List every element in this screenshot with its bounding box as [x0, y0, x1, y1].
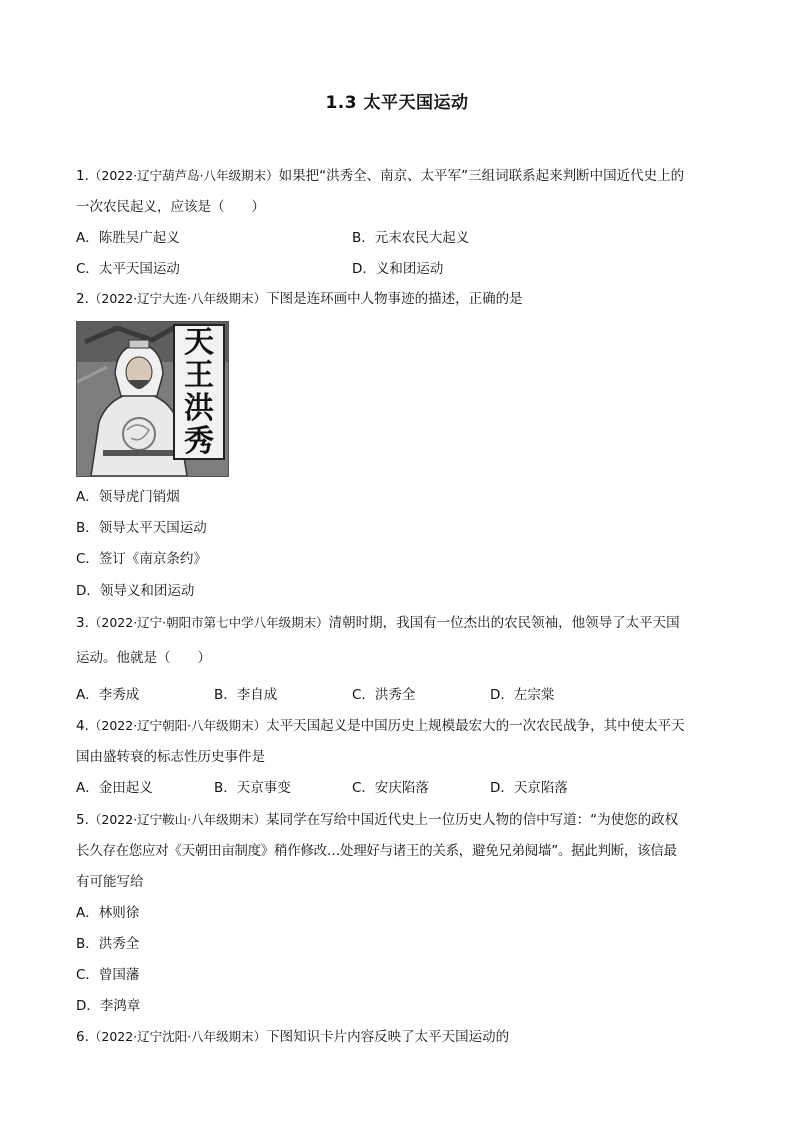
question-text: 某同学在写给中国近代史上一位历史人物的信中写道：“为使您的政权: [266, 812, 679, 828]
comic-title-char: 天: [184, 325, 214, 360]
question-number: 1.: [76, 168, 89, 184]
comic-title-char: 洪: [184, 391, 214, 426]
question-text: 下图是连环画中人物事迹的描述，正确的是: [266, 291, 523, 307]
comic-illustration: [76, 321, 229, 477]
question-number: 3.: [76, 615, 89, 631]
question-text-line: 有可能写给: [76, 874, 144, 890]
option-b: B．洪秀全: [76, 936, 140, 952]
option-c: C．洪秀全: [352, 687, 416, 703]
question-3: [76, 614, 680, 632]
option-a: A．领导虎门销烟: [76, 489, 180, 505]
question-text: 清朝时期，我国有一位杰出的农民领袖，他领导了太平天国: [328, 615, 680, 631]
question-source: （2022·辽宁鞍山·八年级期末）: [88, 812, 267, 827]
question-source: （2022·辽宁大连·八年级期末）: [88, 291, 267, 306]
question-text-line: 一次农民起义，应该是（ ）: [76, 199, 265, 215]
question-1: [76, 167, 684, 185]
comic-title-text: [173, 324, 225, 460]
option-c: C．太平天国运动: [76, 261, 180, 277]
question-text-line: 国由盛转衰的标志性历史事件是: [76, 749, 265, 765]
option-c: C．曾国藩: [76, 967, 140, 983]
comic-title-char: 王: [184, 358, 214, 393]
question-text-line: 运动。他就是（ ）: [76, 650, 211, 666]
option-d: D．领导义和团运动: [76, 583, 195, 599]
option-b: B．天京事变: [214, 780, 291, 796]
question-text: 太平天国起义是中国历史上规模最宏大的一次农民战争，其中使太平天: [266, 718, 685, 734]
option-a: A．林则徐: [76, 905, 140, 921]
option-d: D．李鸿章: [76, 998, 141, 1014]
option-c: C．签订《南京条约》: [76, 551, 207, 567]
question-source: （2022·辽宁沈阳·八年级期末）: [88, 1029, 267, 1044]
question-4: [76, 717, 685, 735]
option-c: C．安庆陷落: [352, 780, 429, 796]
option-b: B．李自成: [214, 687, 278, 703]
page-title: 1.3 太平天国运动: [325, 93, 469, 113]
option-d: D．左宗棠: [490, 687, 555, 703]
option-d: D．天京陷落: [490, 780, 568, 796]
question-text-line: 长久存在您应对《天朝田亩制度》稍作修改…处理好与诸王的关系，避免兄弟阋墙”。据此判断，该信最: [76, 843, 677, 859]
option-b: B．元末农民大起义: [352, 230, 470, 246]
option-a: A．李秀成: [76, 687, 140, 703]
option-a: A．陈胜吴广起义: [76, 230, 180, 246]
option-b: B．领导太平天国运动: [76, 520, 207, 536]
question-5: [76, 811, 678, 829]
question-text: 如果把“洪秀全、南京、太平军”三组词联系起来判断中国近代史上的: [278, 168, 685, 184]
question-text: 下图知识卡片内容反映了太平天国运动的: [266, 1029, 510, 1045]
question-2: [76, 290, 523, 308]
option-d: D．义和团运动: [352, 261, 444, 277]
question-source: （2022·辽宁朝阳·八年级期末）: [88, 718, 267, 733]
option-a: A．金田起义: [76, 780, 153, 796]
question-number: 5.: [76, 812, 89, 828]
question-number: 2.: [76, 291, 89, 307]
question-number: 6.: [76, 1029, 89, 1045]
question-source: （2022·辽宁葫芦岛·八年级期末）: [88, 168, 279, 183]
question-6: [76, 1028, 509, 1046]
question-source: （2022·辽宁·朝阳市第七中学八年级期末）: [88, 615, 329, 630]
comic-title-char: 秀: [184, 424, 214, 459]
question-number: 4.: [76, 718, 89, 734]
